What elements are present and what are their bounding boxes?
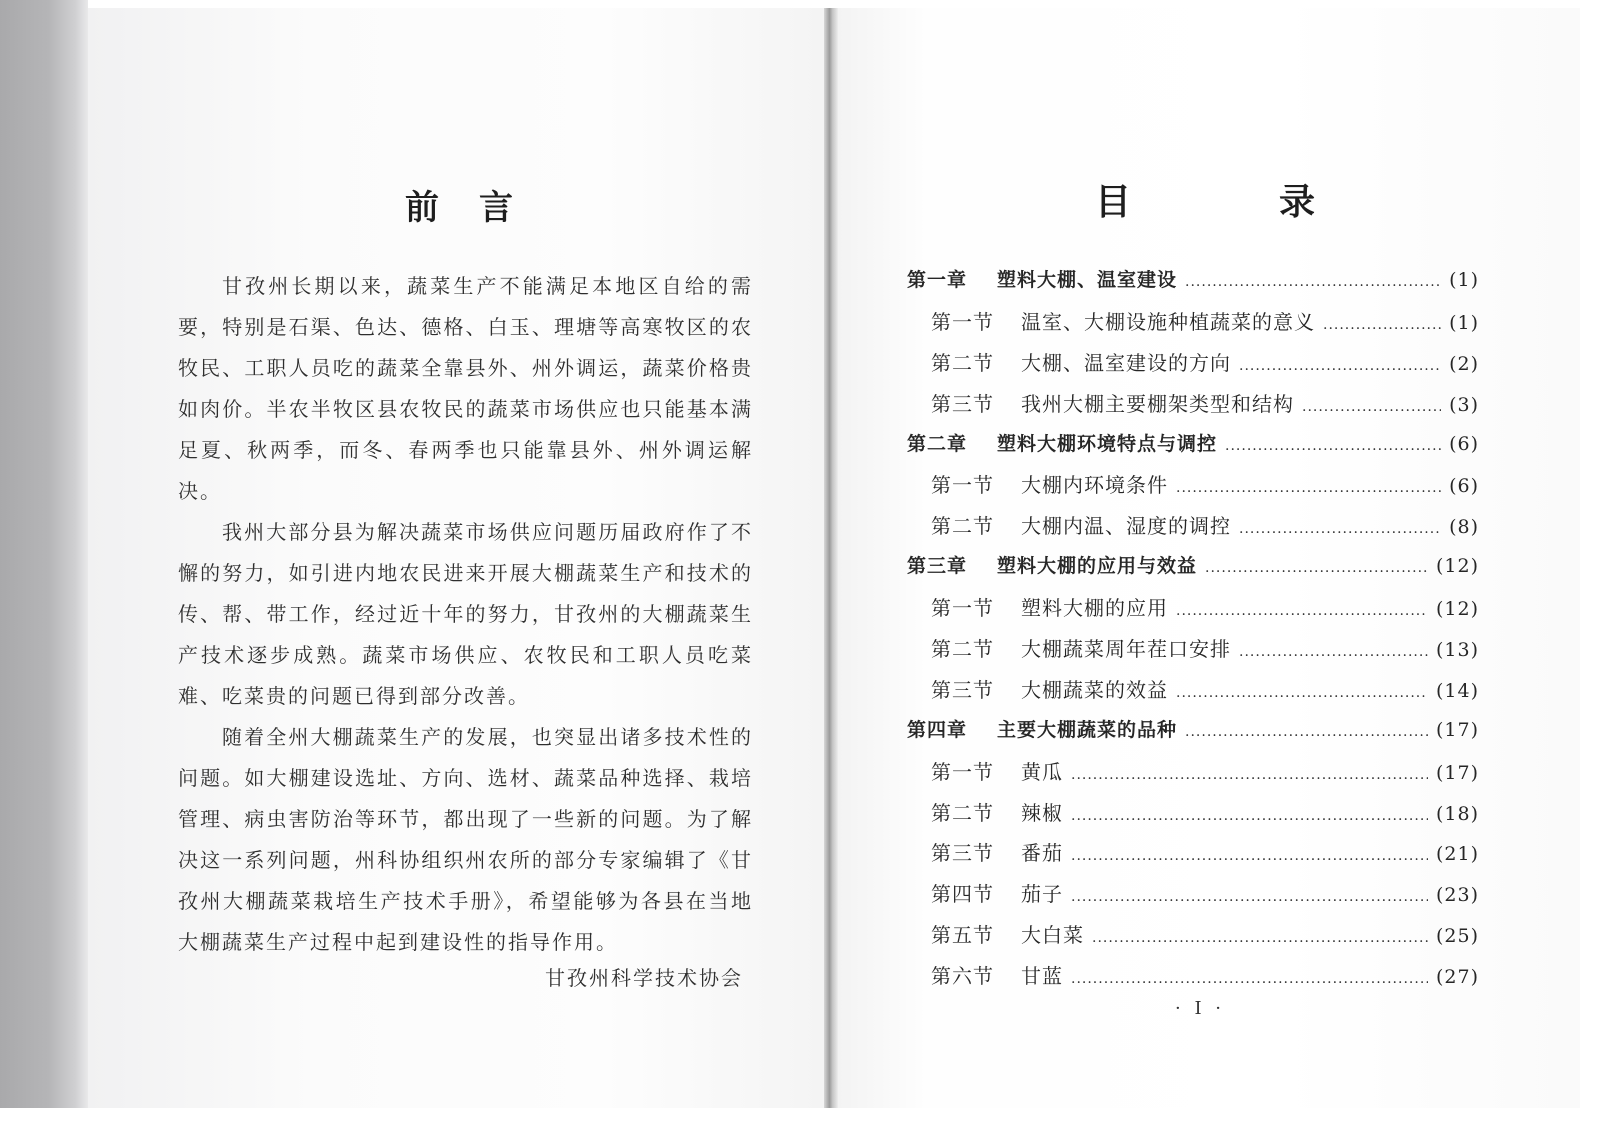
toc-leader-dots [1092,930,1428,946]
toc-section-row [907,592,1479,633]
toc-list [907,265,1479,1001]
toc-leader-dots [1185,724,1428,740]
toc-entry-page: (6) [1449,432,1479,455]
toc-entry-page: (3) [1449,393,1479,416]
toc-entry-title: 茄子 [1021,882,1063,907]
toc-entry-title: 大棚蔬菜周年茬口安排 [1021,637,1231,662]
toc-leader-dots [1071,971,1428,987]
toc-section-row [907,633,1479,674]
toc-entry-title: 塑料大棚的应用与效益 [997,555,1198,578]
toc-entry-page: (14) [1435,679,1479,702]
toc-entry-label: 第三节 [931,391,994,416]
toc-entry-title: 主要大棚蔬菜的品种 [997,718,1178,741]
toc-title [1095,174,1315,225]
toc-entry-label: 第一节 [931,759,994,784]
toc-leader-dots [1323,317,1441,333]
toc-entry-label: 第三节 [931,841,994,866]
preface-paragraph: 甘孜州长期以来，蔬菜生产不能满足本地区自给的需要，特别是石渠、色达、德格、白玉、理塘等高寒牧区的农牧民、工职人员吃的蔬菜全靠县外、州外调运，蔬菜价格贵如肉价。半农半牧区县农牧民的蔬菜市场供应也只能基本满足夏、秋两季，而冬、春两季也只能靠县外、州外调运解决。 [178,274,753,503]
toc-entry-page: (1) [1449,269,1479,291]
preface-paragraph: 随着全州大棚蔬菜生产的发展，也突显出诸多技术性的问题。如大棚建设选址、方向、选材、蔬菜品种选择、栽培管理、病虫害防治等环节，都出现了一些新的问题。为了解决这一系列问题，州科协组织州农所的部分专家编辑了《甘孜州大棚蔬菜栽培生产技术手册》，希望能够为各县在当地大棚蔬菜生产过程中起到建设性的指导作用。 [178,725,753,954]
toc-section-row [907,960,1479,1001]
toc-entry-title: 大棚内温、湿度的调控 [1021,514,1231,539]
toc-entry-page: (12) [1435,598,1479,621]
toc-leader-dots [1071,848,1428,864]
right-margin [1580,0,1600,1131]
toc-entry-label: 第三章 [907,555,968,578]
toc-section-row [907,837,1479,878]
toc-entry-label: 第六节 [931,964,994,989]
toc-entry-label: 第四章 [907,718,968,741]
toc-section-row [907,306,1479,347]
toc-section-row [907,919,1479,960]
toc-section-row [907,510,1479,551]
preface-body [178,266,753,963]
toc-entry-title: 甘蓝 [1021,964,1063,989]
toc-entry-title: 大棚蔬菜的效益 [1021,677,1168,702]
toc-entry-label: 第二章 [907,432,968,455]
toc-entry-label: 第二节 [931,800,994,825]
toc-entry-label: 第一节 [931,309,994,334]
toc-entry-page: (21) [1435,843,1479,866]
toc-entry-label: 第五节 [931,923,994,948]
preface-paragraph: 我州大部分县为解决蔬菜市场供应问题历届政府作了不懈的努力，如引进内地农民进来开展大棚蔬菜生产和技术的传、帮、带工作，经过近十年的努力，甘孜州的大棚蔬菜生产技术逐步成熟。蔬菜市场供应、农牧民和工职人员吃菜难、吃菜贵的问题已得到部分改善。 [178,520,753,708]
page-number: · I · [1175,998,1225,1019]
bottom-margin [0,1108,1600,1131]
toc-section-row [907,347,1479,388]
toc-section-row [907,674,1479,715]
toc-leader-dots [1185,274,1441,290]
toc-section-row [907,797,1479,838]
toc-leader-dots [1302,399,1441,415]
toc-leader-dots [1071,889,1428,905]
toc-title-char: 目 [1095,182,1132,223]
toc-entry-label: 第二节 [931,350,994,375]
toc-entry-page: (17) [1435,761,1479,784]
toc-entry-title: 塑料大棚环境特点与调控 [997,432,1218,455]
toc-chapter-row [907,551,1479,592]
toc-entry-label: 第一节 [931,596,994,621]
toc-entry-label: 第一节 [931,473,994,498]
toc-entry-title: 我州大棚主要棚架类型和结构 [1021,391,1294,416]
toc-leader-dots [1239,521,1441,537]
toc-entry-page: (13) [1435,639,1479,662]
toc-entry-title: 大棚、温室建设的方向 [1021,350,1231,375]
toc-entry-title: 温室、大棚设施种植蔬菜的意义 [1021,309,1315,334]
toc-chapter-row [907,429,1479,470]
toc-leader-dots [1176,685,1428,701]
toc-leader-dots [1071,808,1428,824]
toc-chapter-row [907,265,1479,306]
toc-entry-label: 第三节 [931,677,994,702]
toc-entry-page: (18) [1435,802,1479,825]
toc-entry-label: 第一章 [907,269,968,291]
toc-entry-title: 辣椒 [1021,800,1063,825]
toc-entry-page: (8) [1449,516,1479,539]
toc-leader-dots [1225,438,1441,454]
toc-entry-page: (27) [1435,966,1479,989]
toc-entry-page: (6) [1449,475,1479,498]
toc-section-row [907,469,1479,510]
toc-entry-title: 番茄 [1021,841,1063,866]
book-gutter [824,8,838,1112]
toc-entry-label: 第二节 [931,637,994,662]
toc-entry-title: 塑料大棚、温室建设 [997,269,1178,291]
toc-entry-title: 黄瓜 [1021,759,1063,784]
toc-entry-label: 第四节 [931,882,994,907]
toc-entry-page: (12) [1435,555,1479,578]
toc-leader-dots [1176,603,1428,619]
toc-entry-title: 大白菜 [1021,923,1084,948]
toc-leader-dots [1239,358,1441,374]
toc-leader-dots [1071,767,1428,783]
preface-signature: 甘孜州科学技术协会 [545,966,743,990]
toc-title-char: 录 [1278,182,1315,223]
toc-chapter-row [907,715,1479,756]
preface-title: 前言 [405,188,553,228]
toc-leader-dots [1176,480,1441,496]
toc-entry-page: (1) [1449,311,1479,334]
toc-leader-dots [1205,560,1428,576]
toc-entry-page: (2) [1449,352,1479,375]
toc-entry-title: 塑料大棚的应用 [1021,596,1168,621]
toc-section-row [907,756,1479,797]
toc-entry-page: (23) [1435,884,1479,907]
toc-entry-page: (17) [1435,718,1479,741]
toc-entry-label: 第二节 [931,514,994,539]
scanner-shadow [0,0,88,1131]
toc-entry-title: 大棚内环境条件 [1021,473,1168,498]
toc-section-row [907,878,1479,919]
toc-section-row [907,388,1479,429]
toc-entry-page: (25) [1435,925,1479,948]
toc-leader-dots [1239,644,1428,660]
